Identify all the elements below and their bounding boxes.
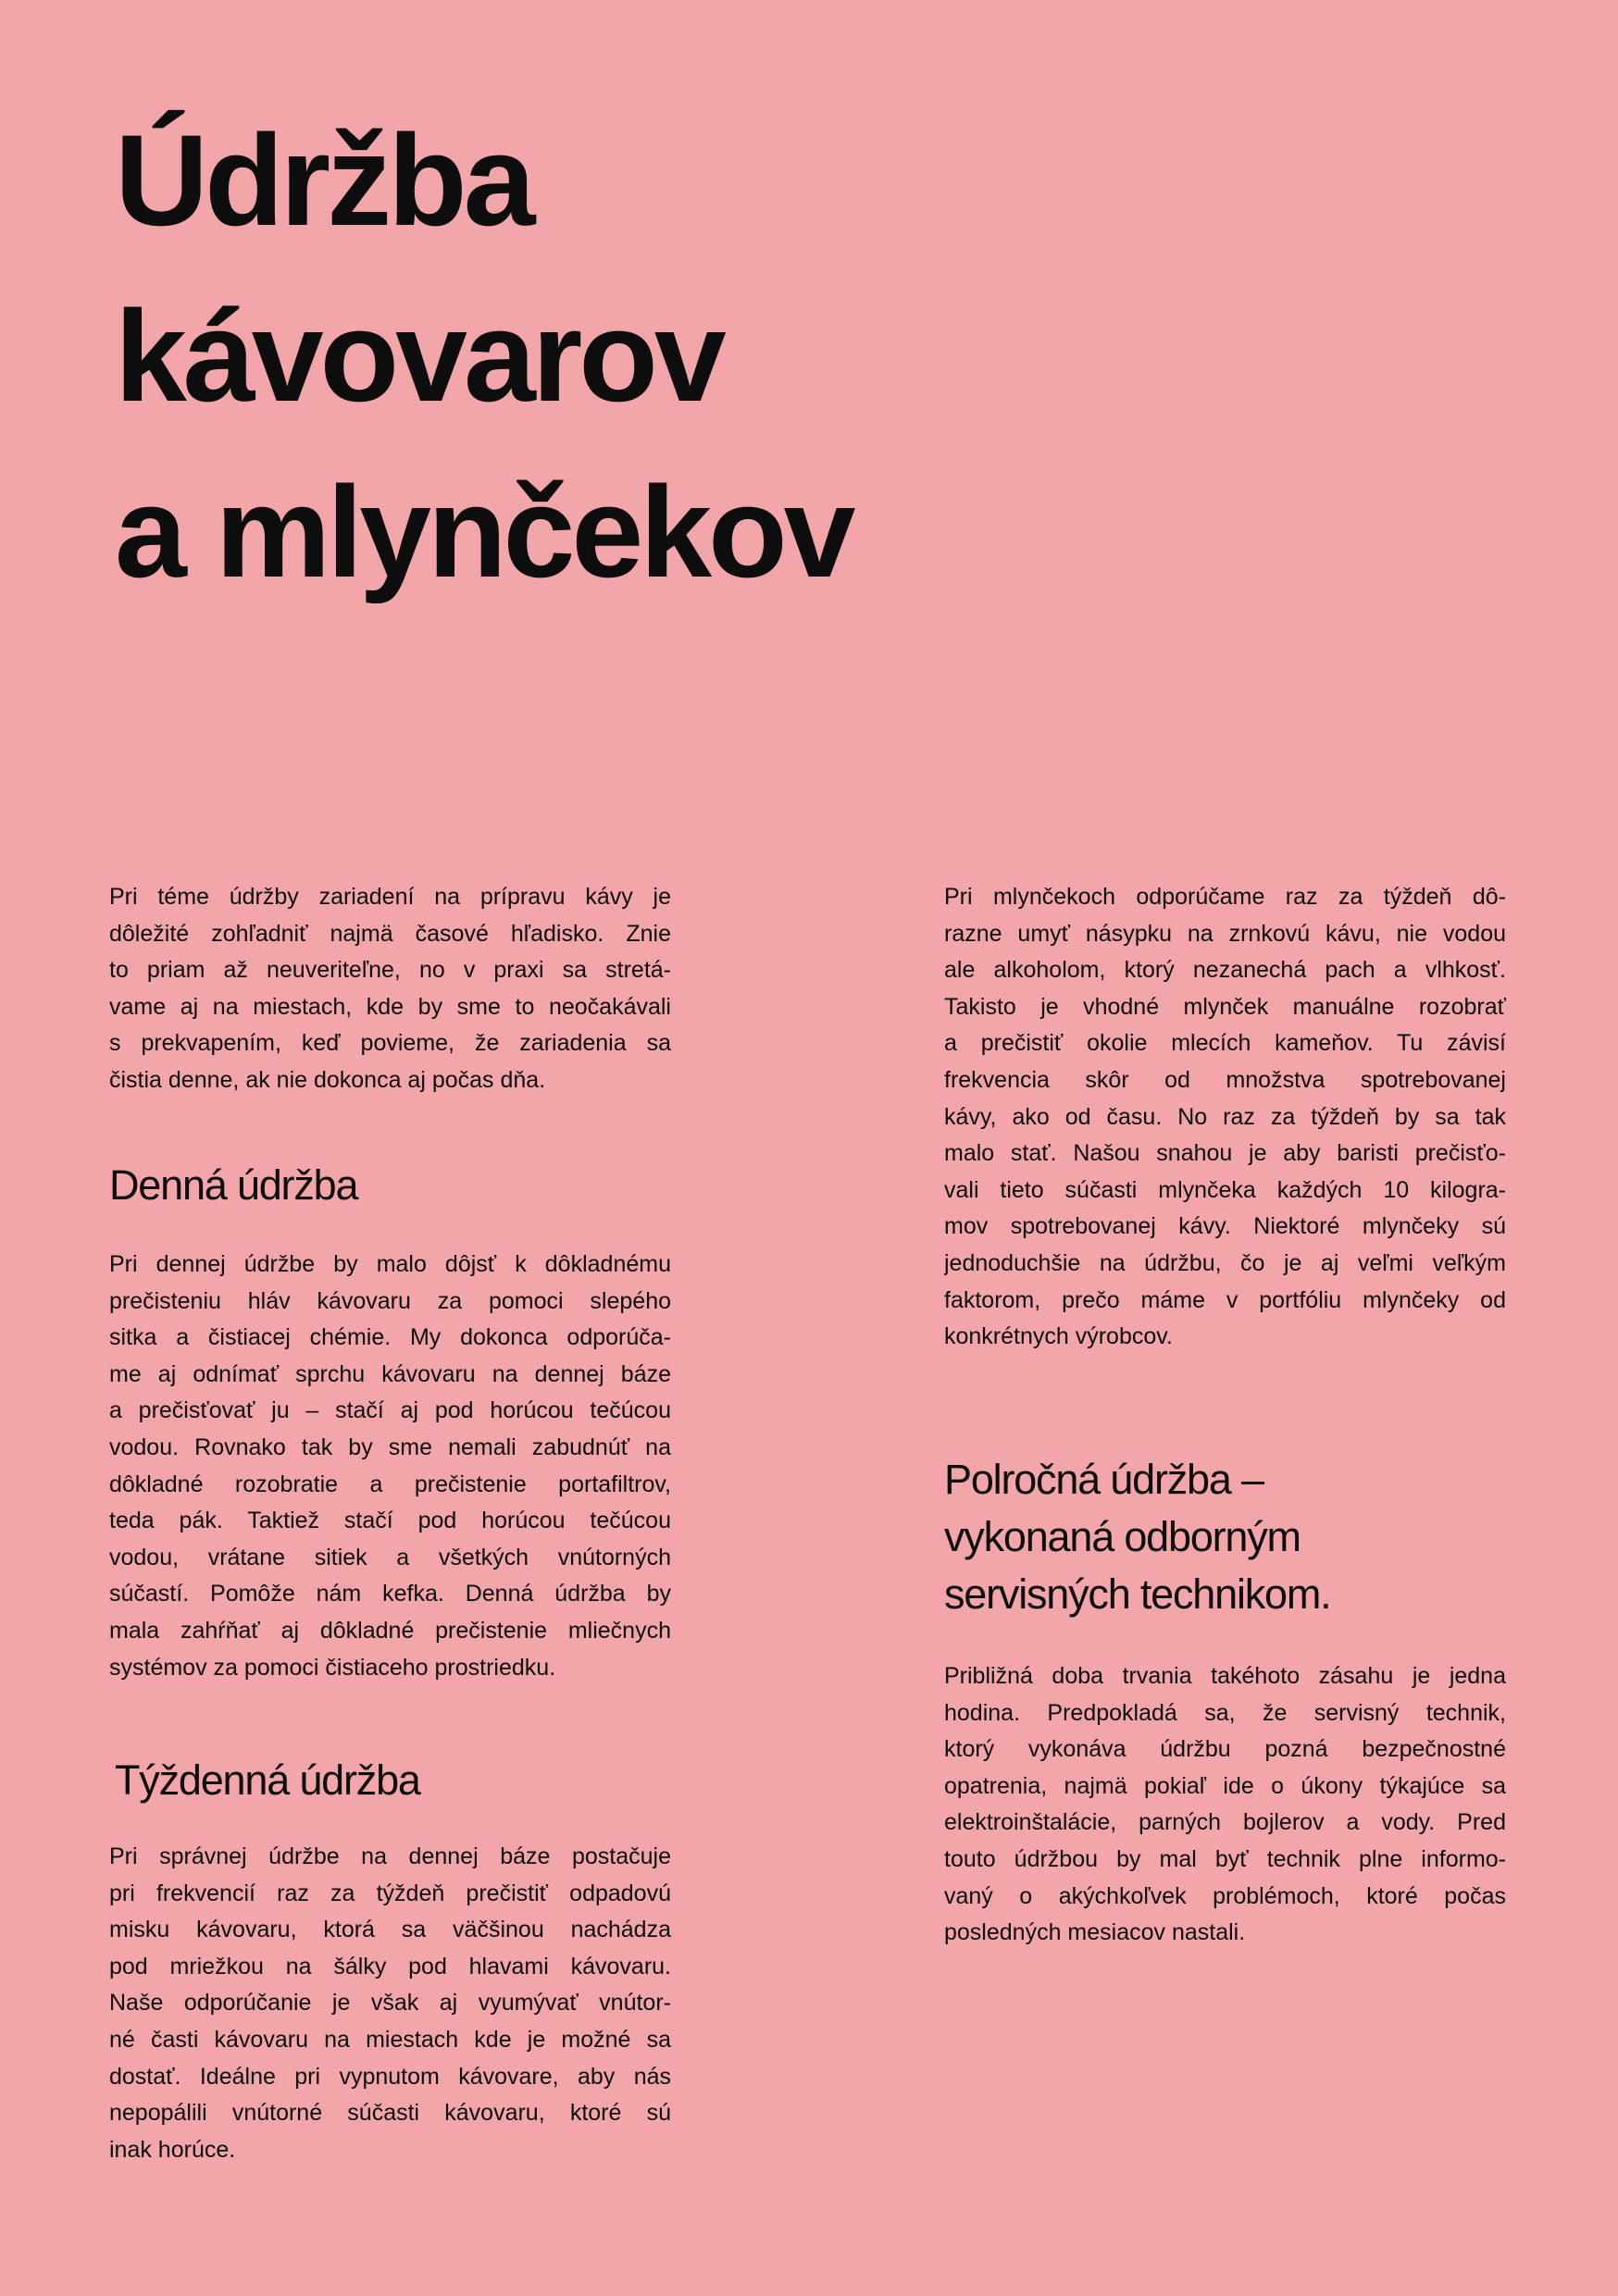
text-line: malo stať. Našou snahou je aby baristi prečisťo-	[944, 1140, 1506, 1167]
text-line: systémov za pomoci čistiaceho prostriedku.	[109, 1654, 556, 1681]
text-line: misku kávovaru, ktorá sa väčšinou nachádza	[109, 1917, 671, 1943]
text-line: sitka a čistiacej chémie. My dokonca odporúča-	[109, 1324, 671, 1351]
heading-line: Polročná údržba –	[944, 1456, 1263, 1503]
title-line: kávovarov	[115, 283, 723, 428]
text-line: a prečisťovať ju – stačí aj pod horúcou tečúcou	[109, 1397, 671, 1424]
text-line: a prečistiť okolie mlecích kameňov. Tu závisí	[944, 1030, 1506, 1057]
section-heading-daily: Denná údržba	[109, 1161, 358, 1209]
text-line: pod mriežkou na šálky pod hlavami kávovaru.	[109, 1953, 671, 1980]
text-line: vaný o akýchkoľvek problémoch, ktoré počas	[944, 1882, 1506, 1909]
text-line: nepopálili vnútorné súčasti kávovaru, ktoré sú	[109, 2100, 671, 2127]
text-line: posledných mesiacov nastali.	[944, 1919, 1246, 1946]
text-line: kávy, ako od času. No raz za týždeň by sa tak	[944, 1103, 1506, 1130]
text-line: touto údržbou by mal byť technik plne informo-	[944, 1845, 1506, 1872]
text-line: konkrétnych výrobcov.	[944, 1323, 1173, 1350]
text-line: faktorom, prečo máme v portfóliu mlynčeky od	[944, 1286, 1506, 1313]
heading-line: servisných technikom.	[944, 1570, 1331, 1618]
title-line: Údržba	[115, 107, 532, 253]
grinders-paragraph	[944, 879, 1506, 1356]
page-title	[115, 93, 852, 620]
text-line: vame aj na miestach, kde by sme to neočakávali	[109, 993, 671, 1020]
title-line: a mlynčekov	[115, 459, 853, 604]
section-heading-weekly: Týždenná údržba	[115, 1756, 420, 1804]
text-line: mov spotrebovanej kávy. Niektoré mlynčeky sú	[944, 1213, 1506, 1240]
text-line: Pri téme údržby zariadení na prípravu kávy je	[109, 884, 671, 910]
text-line: teda pák. Taktiež stačí pod horúcou tečúcou	[109, 1508, 671, 1534]
text-line: dôkladné rozobratie a prečistenie portafiltrov,	[109, 1471, 671, 1497]
text-line: to priam až neuveriteľne, no v praxi sa stretá-	[109, 957, 671, 984]
intro-paragraph	[109, 879, 671, 1099]
text-line: jednoduchšie na údržbu, čo je aj veľmi veľkým	[944, 1249, 1506, 1276]
text-line: inak horúce.	[109, 2136, 236, 2163]
text-line: prečisteniu hláv kávovaru za pomoci slepého	[109, 1287, 671, 1314]
text-line: vali tieto súčasti mlynčeka každých 10 kilogra-	[944, 1176, 1506, 1203]
text-line: Naše odporúčanie je však aj vyumývať vnútor-	[109, 1990, 671, 2017]
text-line: dostať. Ideálne pri vypnutom kávovare, aby nás	[109, 2063, 671, 2090]
text-line: mala zahŕňať aj dôkladné prečistenie mliečnych	[109, 1617, 671, 1644]
text-line: Pri mlynčekoch odporúčame raz za týždeň dô-	[944, 884, 1506, 910]
semiannual-paragraph	[944, 1658, 1506, 1952]
text-line: čistia denne, ak nie dokonca aj počas dňa.	[109, 1066, 546, 1093]
text-line: vodou. Rovnako tak by sme nemali zabudnúť na	[109, 1433, 671, 1460]
text-line: razne umyť násypku na zrnkovú kávu, nie vodou	[944, 920, 1506, 947]
text-line: hodina. Predpokladá sa, že servisný technik,	[944, 1699, 1506, 1726]
section-heading-semiannual	[944, 1451, 1330, 1623]
text-line: ktorý vykonáva údržbu pozná bezpečnostné	[944, 1736, 1506, 1763]
text-line: s prekvapením, keď povieme, že zariadenia sa	[109, 1030, 671, 1057]
heading-line: vykonaná odborným	[944, 1513, 1301, 1560]
text-line: me aj odnímať sprchu kávovaru na dennej báze	[109, 1360, 671, 1387]
text-line: né časti kávovaru na miestach kde je možné sa	[109, 2026, 671, 2053]
text-line: súčastí. Pomôže nám kefka. Denná údržba by	[109, 1581, 671, 1607]
text-line: Pri správnej údržbe na dennej báze postačuje	[109, 1843, 671, 1869]
text-line: ale alkoholom, ktorý nezanechá pach a vlhkosť.	[944, 957, 1506, 984]
text-line: pri frekvencií raz za týždeň prečistiť odpadovú	[109, 1880, 671, 1906]
daily-paragraph	[109, 1247, 671, 1686]
text-line: Takisto je vhodné mlynček manuálne rozobrať	[944, 993, 1506, 1020]
text-line: opatrenia, najmä pokiaľ ide o úkony týkajúce sa	[944, 1772, 1506, 1799]
text-line: elektroinštalácie, parných bojlerov a vody. Pred	[944, 1809, 1506, 1836]
text-line: frekvencia skôr od množstva spotrebovanej	[944, 1066, 1506, 1093]
text-line: Približná doba trvania takéhoto zásahu je jedna	[944, 1663, 1506, 1689]
text-line: Pri dennej údržbe by malo dôjsť k dôkladnému	[109, 1251, 671, 1277]
text-line: vodou, vrátane sitiek a všetkých vnútorných	[109, 1544, 671, 1570]
text-line: dôležité zohľadniť najmä časové hľadisko. Znie	[109, 920, 671, 947]
weekly-paragraph	[109, 1839, 671, 2168]
